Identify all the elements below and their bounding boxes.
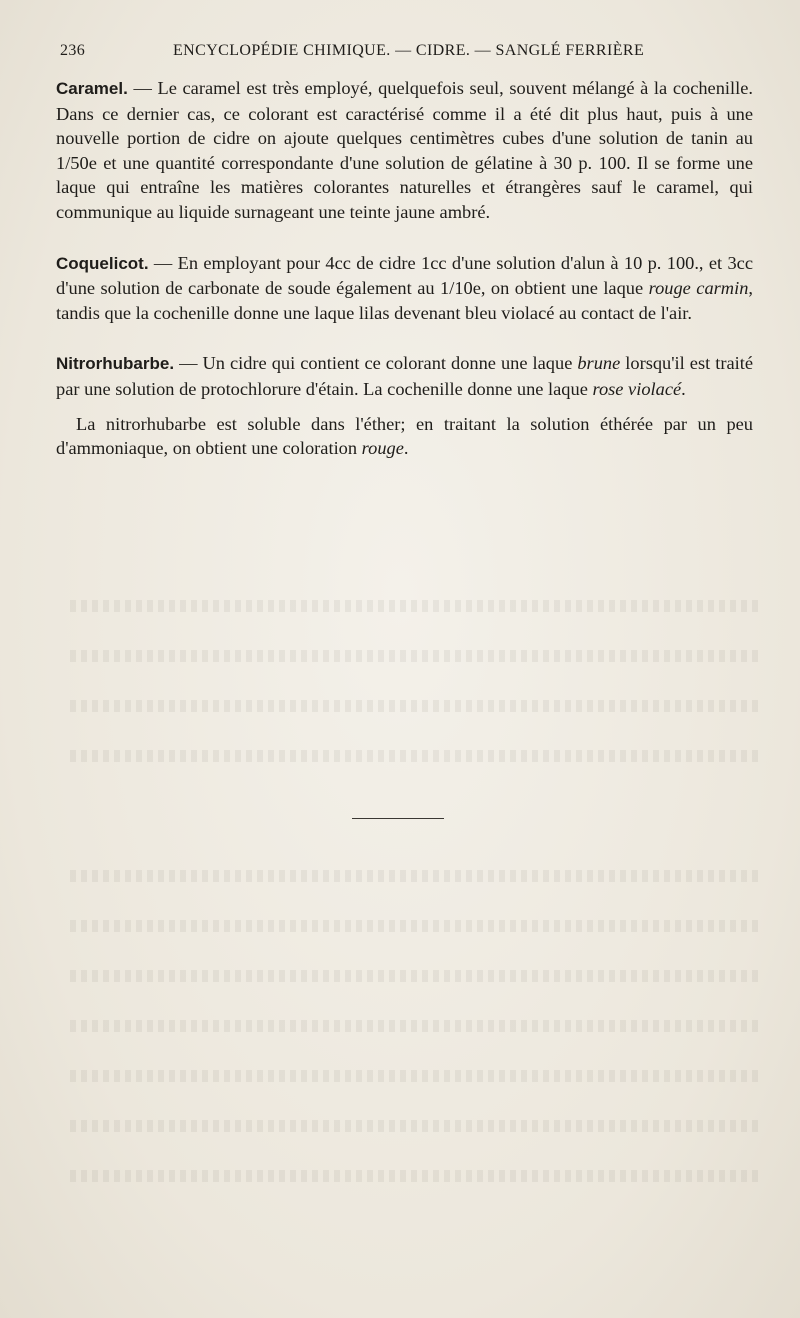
coquelicot-text-1: — En employant pour 4cc de cidre 1cc d'une solution d'alun à 10 p. 100., et 3cc d'une solution de carbonate de soude également au 1/10e, on obtient une laque — [56, 252, 753, 299]
show-through-line — [70, 1020, 760, 1032]
nitrorhubarbe-text-2: lorsqu'il est traité par une solution de protochlorure d'étain. La cochenille donne une laque — [56, 353, 753, 399]
caramel-text: — Le caramel est très employé, quelquefois seul, souvent mélangé à la cochenille. Dans ce dernier cas, ce colorant est caractérisé comme il a été dit plus haut, puis à une nouvelle portion de cidre on ajoute quelques centimètres cubes d'une solution de tanin au 1/50e et une quantité correspondante d'une solution de gélatine à 30 p. 100. Il se forme une laque qui entraîne les matières colorantes naturelles et étrangères sauf le caramel, qui communique au liquide surnageant une teinte jaune ambré. — [56, 78, 753, 222]
coquelicot-italic-1: rouge carmin — [648, 278, 749, 299]
nitrorhubarbe-2-text-1: La nitrorhubarbe est soluble dans l'éther; en traitant la solution éthérée par un peu d'ammoniaque, on obtient une coloration — [56, 413, 753, 459]
show-through-line — [70, 970, 760, 982]
show-through-line — [70, 600, 760, 612]
show-through-line — [70, 1070, 760, 1082]
show-through-line — [70, 700, 760, 712]
term-caramel: Caramel. — [56, 79, 128, 98]
show-through-line — [70, 1120, 760, 1132]
show-through-line — [70, 650, 760, 662]
show-through-line — [70, 870, 760, 882]
paragraph-nitrorhubarbe-2 — [56, 412, 753, 461]
nitrorhubarbe-text-1: — Un cidre qui contient ce colorant donne une laque — [174, 353, 578, 374]
nitrorhubarbe-2-italic-1: rouge — [361, 438, 404, 459]
nitrorhubarbe-text-3: . — [681, 378, 686, 399]
term-nitrorhubarbe: Nitrorhubarbe. — [56, 354, 175, 374]
nitrorhubarbe-italic-1: brune — [577, 353, 621, 374]
show-through-line — [70, 1170, 760, 1182]
show-through-line — [70, 750, 760, 762]
show-through-line — [70, 920, 760, 932]
nitrorhubarbe-italic-2: rose violacé — [592, 378, 682, 399]
section-divider — [352, 818, 444, 819]
page-number: 236 — [60, 42, 86, 59]
page-body — [56, 76, 753, 461]
running-title: ENCYCLOPÉDIE CHIMIQUE. — CIDRE. — SANGLÉ FERRIÈRE — [173, 42, 645, 59]
coquelicot-text-2: , tandis que la cochenille donne une laque lilas devenant bleu violacé au contact de l'air. — [56, 278, 754, 323]
paragraph-nitrorhubarbe — [56, 351, 753, 401]
term-coquelicot: Coquelicot. — [56, 253, 149, 273]
paragraph-caramel — [56, 76, 753, 225]
paragraph-coquelicot — [56, 251, 753, 326]
nitrorhubarbe-2-text-2: . — [403, 438, 409, 459]
